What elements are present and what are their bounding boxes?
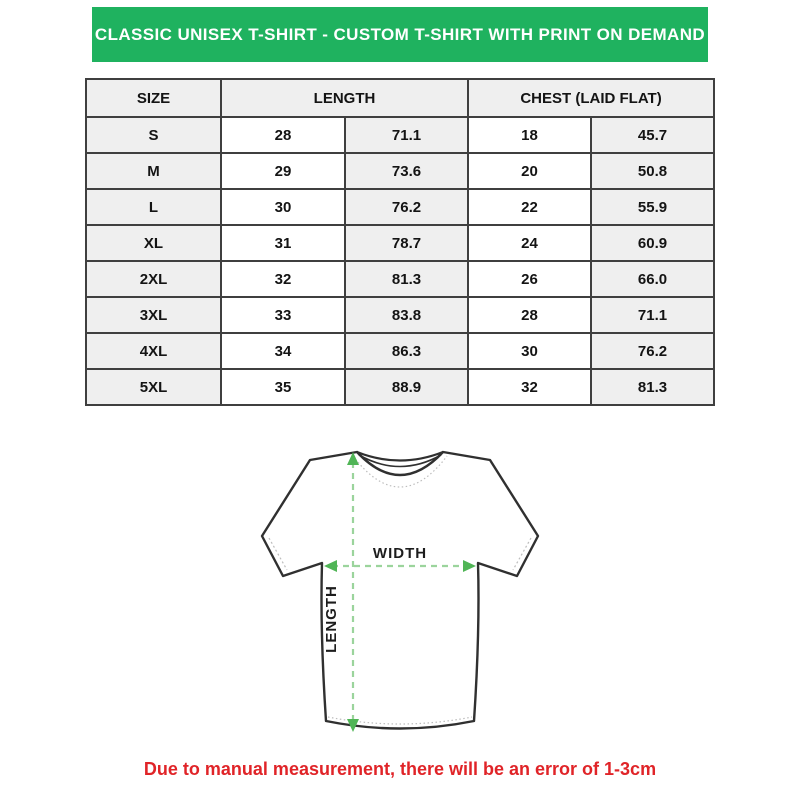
length-inches-cell: 28 [221,117,345,153]
length-inches-cell: 34 [221,333,345,369]
length-inches-cell: 30 [221,189,345,225]
size-row [86,369,714,405]
chest-inches-cell: 18 [468,117,591,153]
size-cell: L [86,189,221,225]
size-cell: 3XL [86,297,221,333]
length-inches-cell: 35 [221,369,345,405]
chest-inches-cell: 26 [468,261,591,297]
size-cell: 2XL [86,261,221,297]
col-header-chest: CHEST (LAID FLAT) [468,79,714,117]
col-header-size: SIZE [86,79,221,117]
chest-inches-cell: 30 [468,333,591,369]
size-cell: 4XL [86,333,221,369]
length-inches-cell: 32 [221,261,345,297]
size-table [85,78,715,406]
banner-title: CLASSIC UNISEX T-SHIRT - CUSTOM T-SHIRT WITH PRINT ON DEMAND [94,24,706,44]
table-header-row [86,79,714,117]
length-cm-cell: 83.8 [345,297,468,333]
size-row [86,117,714,153]
chest-inches-cell: 20 [468,153,591,189]
length-inches-cell: 29 [221,153,345,189]
size-row [86,189,714,225]
size-row [86,297,714,333]
chest-cm-cell: 45.7 [591,117,714,153]
chest-cm-cell: 81.3 [591,369,714,405]
length-cm-cell: 81.3 [345,261,468,297]
length-cm-cell: 76.2 [345,189,468,225]
chest-cm-cell: 60.9 [591,225,714,261]
length-cm-cell: 73.6 [345,153,468,189]
length-label: LENGTH [323,585,340,653]
size-cell: M [86,153,221,189]
size-cell: 5XL [86,369,221,405]
chest-cm-cell: 71.1 [591,297,714,333]
size-row [86,153,714,189]
length-cm-cell: 88.9 [345,369,468,405]
chest-cm-cell: 66.0 [591,261,714,297]
collar-top-line [357,452,443,461]
length-cm-cell: 71.1 [345,117,468,153]
chest-cm-cell: 76.2 [591,333,714,369]
size-cell: S [86,117,221,153]
tshirt-diagram [250,436,550,758]
width-label: WIDTH [372,545,428,562]
length-inches-cell: 33 [221,297,345,333]
length-inches-cell: 31 [221,225,345,261]
banner [92,7,708,62]
chest-cm-cell: 55.9 [591,189,714,225]
chest-inches-cell: 24 [468,225,591,261]
size-row [86,261,714,297]
size-row [86,225,714,261]
chest-cm-cell: 50.8 [591,153,714,189]
chest-inches-cell: 32 [468,369,591,405]
size-table-body [86,117,714,405]
chest-inches-cell: 22 [468,189,591,225]
size-cell: XL [86,225,221,261]
measurement-note: Due to manual measurement, there will be an error of 1-3cm [143,759,657,779]
length-cm-cell: 78.7 [345,225,468,261]
chest-inches-cell: 28 [468,297,591,333]
col-header-length: LENGTH [221,79,468,117]
tshirt-outline [262,452,538,729]
length-cm-cell: 86.3 [345,333,468,369]
size-row [86,333,714,369]
